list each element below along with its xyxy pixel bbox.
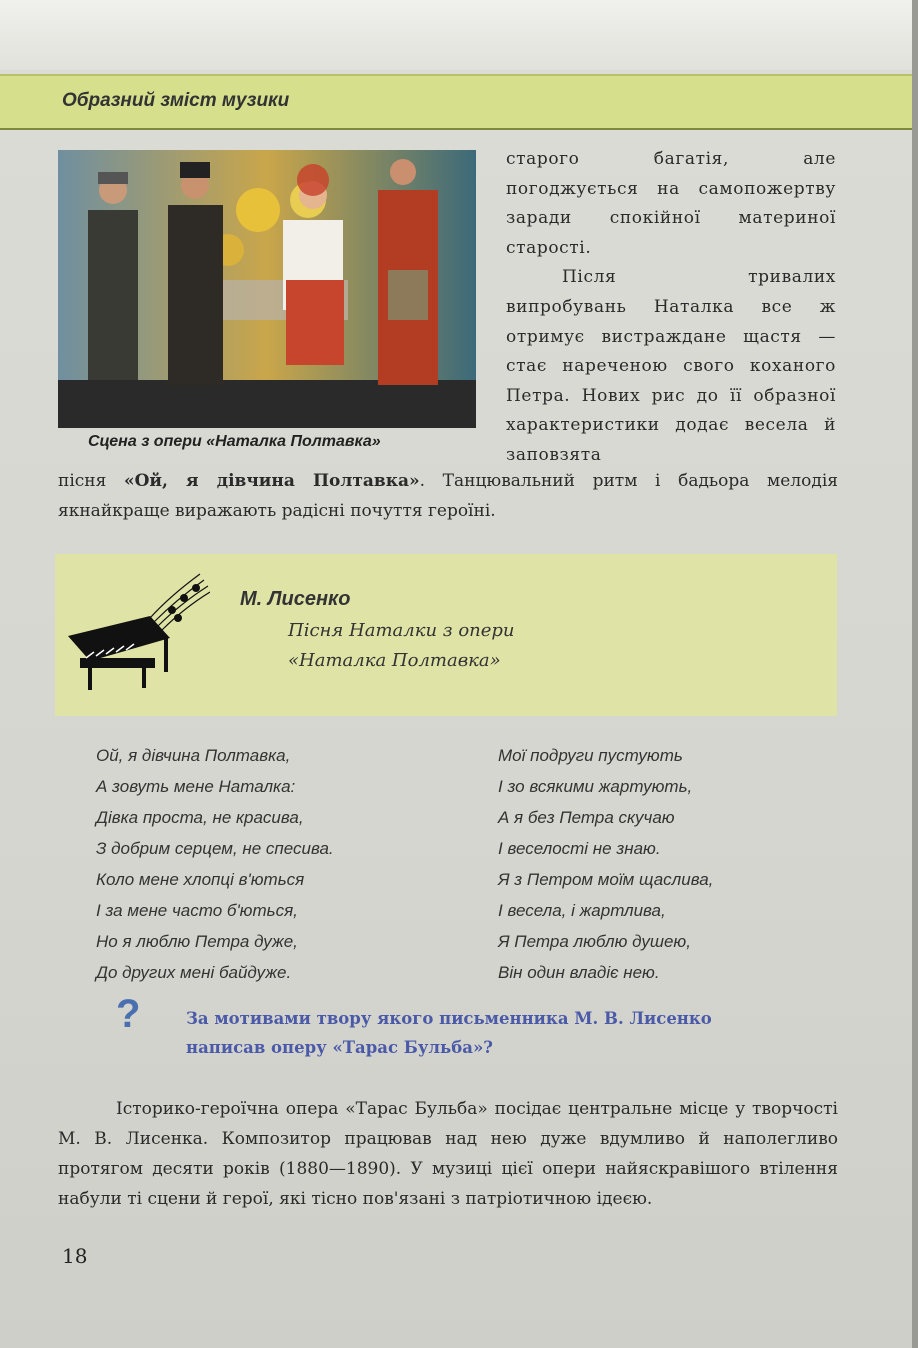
page-edge (912, 0, 918, 1348)
verse-line: І за мене часто б'ються, (96, 901, 298, 920)
opera-scene-photo (58, 150, 476, 428)
verse-line: І веселості не знаю. (498, 839, 661, 858)
verse-line: А зовуть мене Наталка: (96, 777, 296, 796)
photo-caption: Сцена з опери «Наталка Полтавка» (88, 433, 381, 450)
verse-line: До других мені байдуже. (96, 963, 292, 982)
body-paragraph: Історико-героїчна опера «Тарас Бульба» посідає центральне місце у творчості М. В. Лисенка. Композитор працював над нею дуже вдумливо й наполегливо протягом десяти років (1880—1890). У музиці цієї опери найяскравішого втілення набули ті сцени й герої, які тісно пов'язані з патріотичною ідеєю. (58, 1099, 838, 1209)
right-paragraph-2: Після тривалих випробувань Наталка все ж отримує вистраждане щастя — стає нареченою свого коханого Петра. Нових рис до її образної характеристики додає весела й заповзята (506, 267, 836, 465)
question-line-2: написав оперу «Тарас Бульба»? (186, 1038, 493, 1057)
verse-line: І весела, і жартлива, (498, 901, 666, 920)
full-width-text (58, 466, 838, 526)
full-text-pre: пісня (58, 471, 124, 491)
song-name-bold: «Ой, я дівчина Полтавка» (123, 471, 420, 491)
page-top-margin (0, 0, 918, 70)
full-text-post: . Танцювальний ритм і бадьора мелодія якнайкраще виражають радісні почуття героїні. (58, 471, 838, 521)
section-title: Образний зміст музики (62, 90, 290, 111)
verse-line: Він один владіє нею. (498, 963, 660, 982)
verse-line: З добрим серцем, не спесива. (96, 839, 334, 858)
verse-line: І зо всякими жартують, (498, 777, 693, 796)
verse-left (96, 740, 334, 988)
verse-right (498, 740, 713, 988)
verse-line: Дівка проста, не красива, (96, 808, 304, 827)
verse-line: Ой, я дівчина Полтавка, (96, 746, 291, 765)
verse-line: Я з Петром моїм щаслива, (498, 870, 714, 889)
composer-name: М. Лисенко (240, 588, 351, 610)
verse-line: Мої подруги пустують (498, 746, 683, 765)
body-text (58, 1094, 838, 1214)
song-title-line-2: «Наталка Полтавка» (288, 650, 501, 671)
question-line-1: За мотивами твору якого письменника М. В. Лисенко (186, 1009, 712, 1028)
question-text (186, 1004, 826, 1062)
verse-line: Я Петра люблю душею, (498, 932, 691, 951)
opera-scene-illustration (58, 150, 476, 428)
question-mark-icon: ? (116, 992, 141, 1036)
song-title-line-1: Пісня Наталки з опери (288, 620, 515, 641)
verse-line: А я без Петра скучаю (498, 808, 675, 827)
song-title (288, 616, 688, 676)
verse-line: Коло мене хлопці в'ються (96, 870, 305, 889)
page-number: 18 (62, 1244, 88, 1268)
right-paragraph-1: старого багатія, але погоджується на самопожертву заради спокійної материної старості. (506, 149, 836, 258)
piano-notes-icon (60, 566, 210, 696)
right-column-text (506, 145, 836, 471)
verse-line: Но я люблю Петра дуже, (96, 932, 298, 951)
